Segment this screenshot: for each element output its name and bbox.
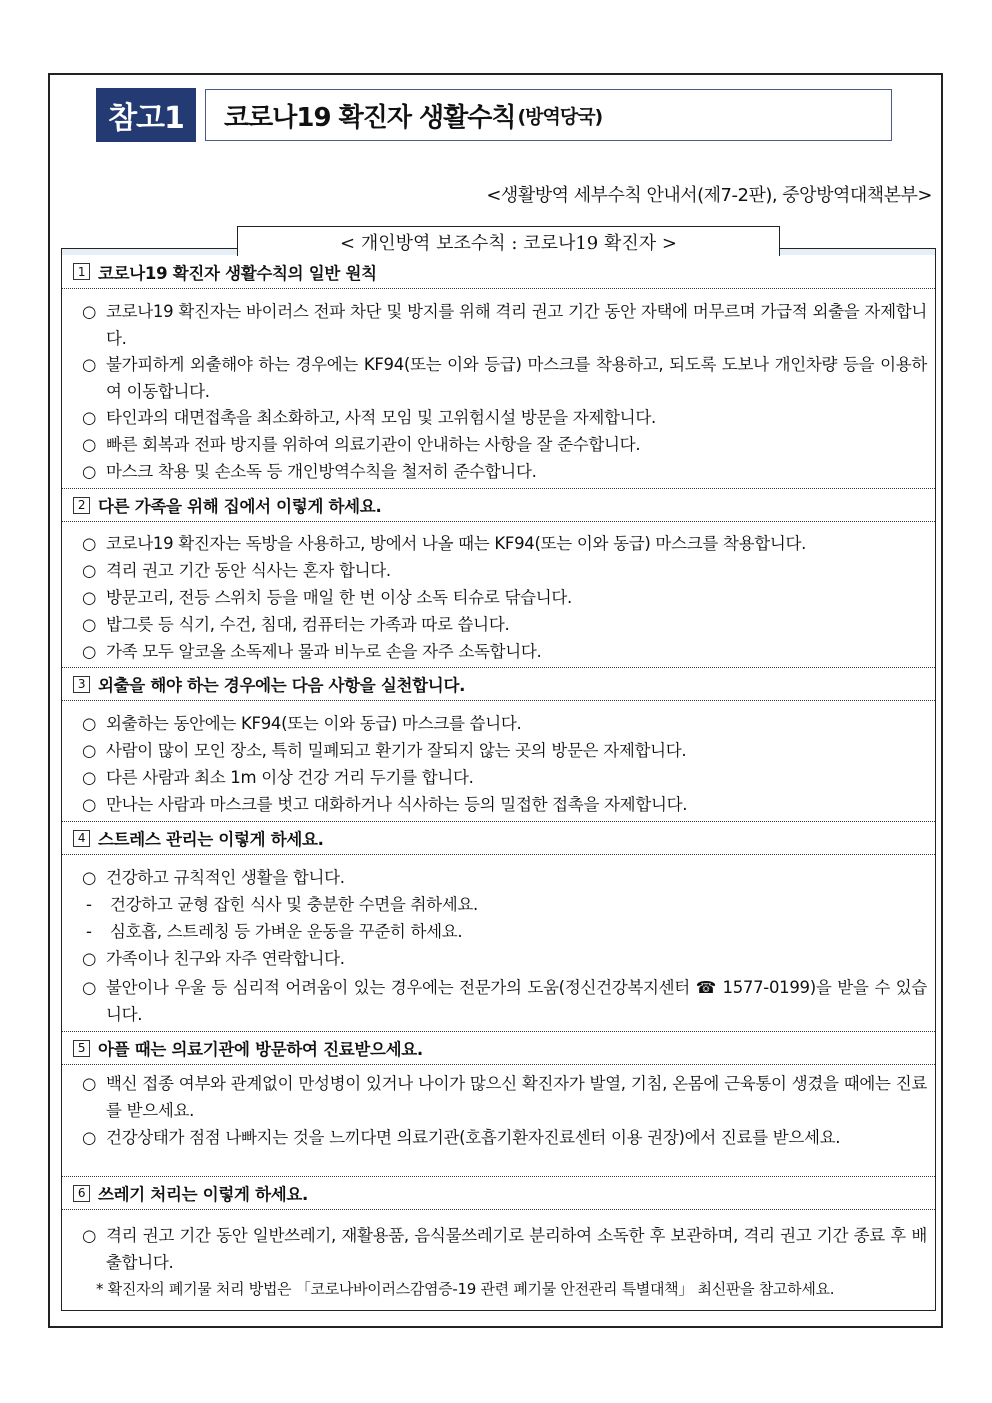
section-title: 다른 가족을 위해 집에서 이렇게 하세요. bbox=[98, 497, 382, 516]
bullet-icon: ○ bbox=[82, 714, 97, 733]
list-item: ○ 만나는 사람과 마스크를 벗고 대화하거나 식사하는 등의 밀접한 접촉을 자제합니다. bbox=[82, 791, 927, 818]
bullet-icon: ○ bbox=[82, 949, 97, 968]
bullet-icon: ○ bbox=[82, 1226, 97, 1245]
bullet-icon: ○ bbox=[82, 978, 97, 997]
section-number-box: 6 bbox=[73, 1185, 90, 1202]
bullet-icon: ○ bbox=[82, 795, 97, 814]
sub-list-item: - 건강하고 균형 잡힌 식사 및 충분한 수면을 취하세요. bbox=[86, 891, 931, 918]
bullet-icon: ○ bbox=[82, 302, 97, 321]
bullet-icon: ○ bbox=[82, 741, 97, 760]
list-item: ○ 사람이 많이 모인 장소, 특히 밀폐되고 환기가 잘되지 않는 곳의 방문은 자제합니다. bbox=[82, 737, 927, 764]
list-item: ○ 타인과의 대면접촉을 최소화하고, 사적 모임 및 고위험시설 방문을 자제합니다. bbox=[82, 404, 927, 431]
list-item: ○ 건강하고 규칙적인 생활을 합니다. bbox=[82, 864, 927, 891]
list-item: ○ 격리 권고 기간 동안 식사는 혼자 합니다. bbox=[82, 557, 927, 584]
sub-list-item: - 심호흡, 스트레칭 등 가벼운 운동을 꾸준히 하세요. bbox=[86, 918, 931, 945]
bullet-icon: ○ bbox=[82, 588, 97, 607]
bullet-icon: ○ bbox=[82, 1128, 97, 1147]
section-title: 스트레스 관리는 이렇게 하세요. bbox=[98, 830, 324, 849]
reference-tag: 참고1 bbox=[96, 88, 196, 142]
section-heading-4 bbox=[62, 821, 935, 855]
list-item: ○ 다른 사람과 최소 1m 이상 건강 거리 두기를 합니다. bbox=[82, 764, 927, 791]
section-title: 아플 때는 의료기관에 방문하여 진료받으세요. bbox=[98, 1040, 423, 1059]
bullet-icon: ○ bbox=[82, 868, 97, 887]
bullet-icon: ○ bbox=[82, 642, 97, 661]
list-item: ○ 백신 접종 여부와 관계없이 만성병이 있거나 나이가 많으신 확진자가 발열, 기침, 온몸에 근육통이 생겼을 때에는 진료를 받으세요. bbox=[82, 1070, 927, 1124]
section-heading-1 bbox=[62, 255, 935, 289]
section-number-box: 5 bbox=[73, 1040, 90, 1057]
bullet-icon: ○ bbox=[82, 408, 97, 427]
dash-icon: - bbox=[86, 922, 92, 941]
list-item: ○ 불가피하게 외출해야 하는 경우에는 KF94(또는 이와 등급) 마스크를 착용하고, 되도록 도보나 개인차량 등을 이용하여 이동합니다. bbox=[82, 351, 927, 405]
bullet-icon: ○ bbox=[82, 561, 97, 580]
footnote: * 확진자의 폐기물 처리 방법은 「코로나바이러스감염증-19 관련 폐기물 안전관리 특별대책」 최신판을 참고하세요. bbox=[96, 1280, 835, 1298]
title-box bbox=[205, 89, 892, 141]
bullet-icon: ○ bbox=[82, 462, 97, 481]
bullet-icon: ○ bbox=[82, 534, 97, 553]
page-title-sub: (방역당국) bbox=[517, 105, 603, 128]
list-item: ○ 밥그릇 등 식기, 수건, 침대, 컴퓨터는 가족과 따로 씁니다. bbox=[82, 611, 927, 638]
section-number-box: 1 bbox=[73, 263, 90, 280]
list-item: ○ 코로나19 확진자는 바이러스 전파 차단 및 방지를 위해 격리 권고 기간 동안 자택에 머무르며 가급적 외출을 자제합니다. bbox=[82, 298, 927, 352]
list-item: ○ 마스크 착용 및 손소독 등 개인방역수칙을 철저히 준수합니다. bbox=[82, 458, 927, 485]
section-heading-5 bbox=[62, 1031, 935, 1065]
section-number-box: 3 bbox=[73, 676, 90, 693]
section-heading-3 bbox=[62, 667, 935, 701]
list-item: ○ 건강상태가 점점 나빠지는 것을 느끼다면 의료기관(호흡기환자진료센터 이용 권장)에서 진료를 받으세요. bbox=[82, 1124, 927, 1151]
bullet-icon: ○ bbox=[82, 1074, 97, 1093]
bullet-icon: ○ bbox=[82, 355, 97, 374]
bullet-icon: ○ bbox=[82, 768, 97, 787]
source-citation: <생활방역 세부수칙 안내서(제7-2판), 중앙방역대책본부> bbox=[486, 185, 932, 206]
list-item: ○ 가족 모두 알코올 소독제나 물과 비누로 손을 자주 소독합니다. bbox=[82, 638, 927, 665]
list-item: ○ 코로나19 확진자는 독방을 사용하고, 방에서 나올 때는 KF94(또는 이와 동급) 마스크를 착용합니다. bbox=[82, 530, 927, 557]
section-heading-2 bbox=[62, 488, 935, 522]
dash-icon: - bbox=[86, 895, 92, 914]
list-item: ○ 격리 권고 기간 동안 일반쓰레기, 재활용품, 음식물쓰레기로 분리하여 소독한 후 보관하며, 격리 권고 기간 종료 후 배출합니다. bbox=[82, 1222, 927, 1276]
bullet-icon: ○ bbox=[82, 615, 97, 634]
section-title: 쓰레기 처리는 이렇게 하세요. bbox=[98, 1185, 308, 1204]
box-label: < 개인방역 보조수칙 : 코로나19 확진자 > bbox=[237, 226, 780, 256]
section-number-box: 4 bbox=[73, 830, 90, 847]
section-number-box: 2 bbox=[73, 497, 90, 514]
list-item: ○ 방문고리, 전등 스위치 등을 매일 한 번 이상 소독 티슈로 닦습니다. bbox=[82, 584, 927, 611]
list-item: ○ 불안이나 우울 등 심리적 어려움이 있는 경우에는 전문가의 도움(정신건강복지센터 ☎ 1577-0199)을 받을 수 있습니다. bbox=[82, 974, 927, 1028]
list-item: ○ 가족이나 친구와 자주 연락합니다. bbox=[82, 945, 927, 972]
list-item: ○ 외출하는 동안에는 KF94(또는 이와 동급) 마스크를 씁니다. bbox=[82, 710, 927, 737]
list-item: ○ 빠른 회복과 전파 방지를 위하여 의료기관이 안내하는 사항을 잘 준수합니다. bbox=[82, 431, 927, 458]
bullet-icon: ○ bbox=[82, 435, 97, 454]
section-title: 코로나19 확진자 생활수칙의 일반 원칙 bbox=[98, 263, 377, 283]
page-title: 코로나19 확진자 생활수칙 bbox=[224, 102, 516, 133]
section-heading-6 bbox=[62, 1176, 935, 1210]
section-title: 외출을 해야 하는 경우에는 다음 사항을 실천합니다. bbox=[98, 676, 466, 695]
